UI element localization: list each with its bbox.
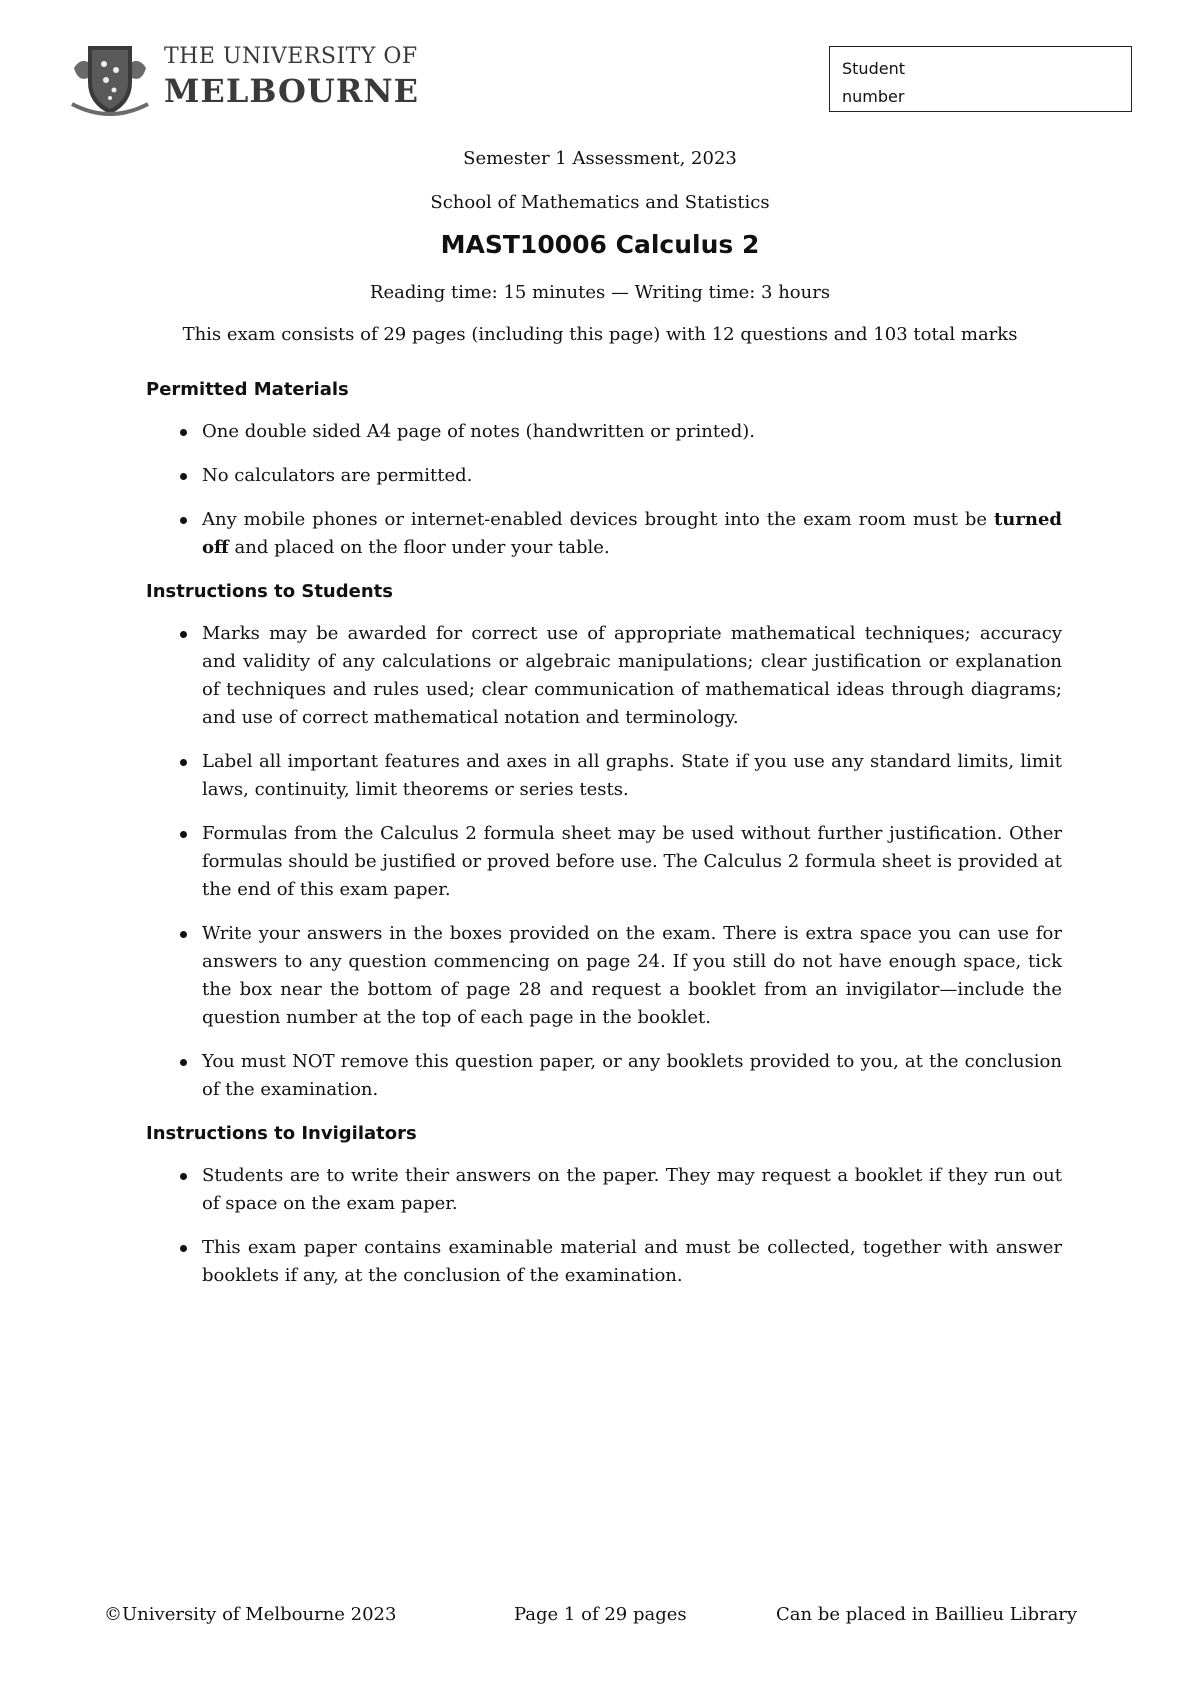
- list-item: Label all important features and axes in all graphs. State if you use any standard limits, limit laws, continuity, limit theorems or series tests.: [146, 748, 1062, 804]
- bullet-icon: [180, 759, 187, 766]
- bullet-icon: [180, 473, 187, 480]
- student-box-label-line2: number: [842, 87, 905, 106]
- student-number-box[interactable]: [829, 46, 1132, 112]
- bullet-icon: [180, 517, 187, 524]
- bullet-icon: [180, 831, 187, 838]
- permitted-materials-list: [146, 418, 1062, 562]
- bullet-icon: [180, 1173, 187, 1180]
- bullet-icon: [180, 429, 187, 436]
- list-item: You must NOT remove this question paper, or any booklets provided to you, at the conclusion of the examination.: [146, 1048, 1062, 1104]
- logo-text-line2: MELBOURNE: [164, 72, 419, 110]
- student-instructions-heading: Instructions to Students: [146, 581, 393, 602]
- exam-timing: Reading time: 15 minutes — Writing time: 3 hours: [369, 282, 831, 303]
- emphasis-text: turned off: [202, 509, 1062, 558]
- footer-library-note: Can be placed in Baillieu Library: [776, 1604, 1078, 1625]
- footer-copyright: ©University of Melbourne 2023: [104, 1604, 397, 1625]
- exam-summary: This exam consists of 29 pages (including this page) with 12 questions and 103 total marks: [182, 324, 1018, 345]
- course-title: MAST10006 Calculus 2: [440, 230, 760, 259]
- instructions-body: [146, 376, 1062, 1306]
- permitted-materials-heading: Permitted Materials: [146, 379, 349, 400]
- bullet-icon: [180, 631, 187, 638]
- student-instructions-list: [146, 620, 1062, 1104]
- list-item: This exam paper contains examinable material and must be collected, together with answer booklets if any, at the conclusion of the examination.: [146, 1234, 1062, 1290]
- list-item: Any mobile phones or internet-enabled devices brought into the exam room must be turned off and placed on the floor under your table.: [146, 506, 1062, 562]
- bullet-icon: [180, 1059, 187, 1066]
- school-name: School of Mathematics and Statistics: [430, 192, 770, 213]
- invigilator-instructions-list: [146, 1162, 1062, 1290]
- bullet-icon: [180, 931, 187, 938]
- list-item: Formulas from the Calculus 2 formula sheet may be used without further justification. Other formulas should be justified or proved before use. The Calculus 2 formula sheet is provided at the end of this exam paper.: [146, 820, 1062, 904]
- logo-text-line1: THE UNIVERSITY OF: [164, 44, 418, 69]
- list-item: No calculators are permitted.: [146, 462, 1062, 490]
- university-logo: [68, 38, 419, 120]
- university-crest-icon: [68, 38, 152, 120]
- list-item: Marks may be awarded for correct use of appropriate mathematical techniques; accuracy and validity of any calculations or algebraic manipulations; clear justification or explanation of techniques and rules used; clear communication of mathematical ideas through diagrams; and use of correct mathematical notation and terminology.: [146, 620, 1062, 732]
- bullet-icon: [180, 1245, 187, 1252]
- student-box-label-line1: Student: [842, 59, 905, 78]
- invigilator-instructions-heading: Instructions to Invigilators: [146, 1123, 417, 1144]
- assessment-period: Semester 1 Assessment, 2023: [463, 148, 737, 169]
- list-item: Write your answers in the boxes provided on the exam. There is extra space you can use for answers to any question commencing on page 24. If you still do not have enough space, tick the box near the bottom of page 28 and request a booklet from an invigilator—include the question number at the top of each page in the booklet.: [146, 920, 1062, 1032]
- list-item: Students are to write their answers on the paper. They may request a booklet if they run out of space on the exam paper.: [146, 1162, 1062, 1218]
- list-item: One double sided A4 page of notes (handwritten or printed).: [146, 418, 1062, 446]
- footer-page-number: Page 1 of 29 pages: [514, 1604, 687, 1625]
